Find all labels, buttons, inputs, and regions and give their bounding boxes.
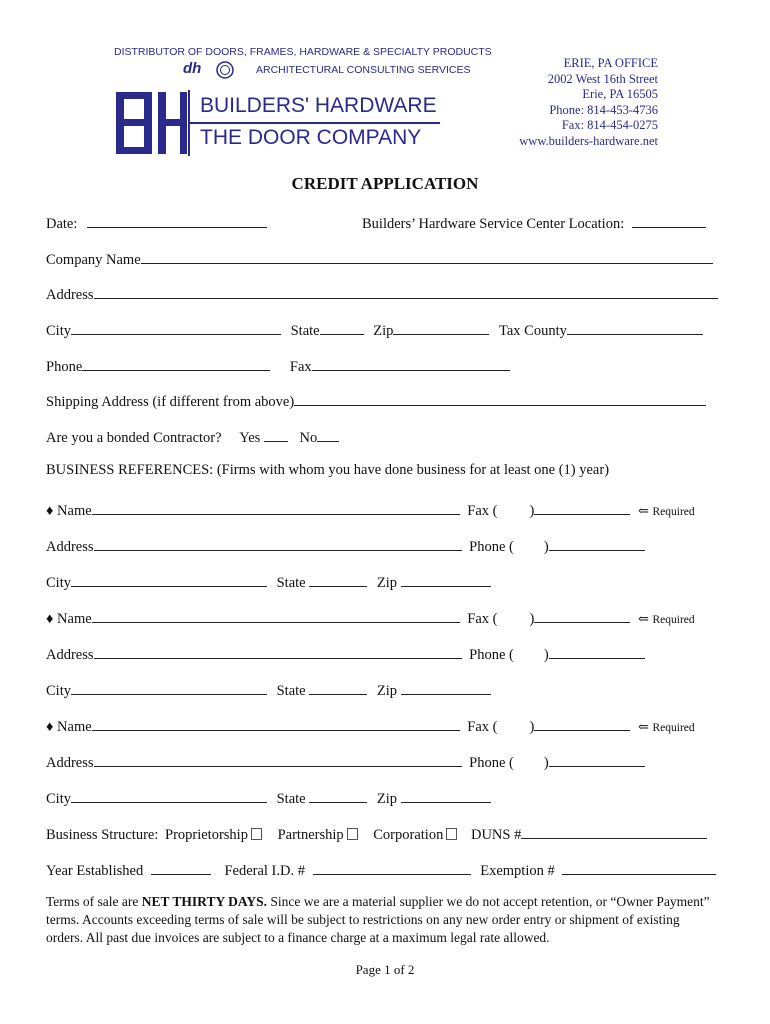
tax-county-field[interactable] <box>567 320 703 335</box>
reference-2-name-field[interactable] <box>92 608 460 623</box>
office-phone: Phone: 814-453-4736 <box>549 102 658 117</box>
required-note: Required <box>652 722 695 734</box>
reference-city-label: City <box>46 791 71 807</box>
office-address-block <box>519 56 658 149</box>
reference-fax-paren: ) <box>529 719 535 735</box>
reference-2-address-field[interactable] <box>94 644 462 659</box>
address-label: Address <box>46 287 94 303</box>
tagline-mid: ARCHITECTURAL CONSULTING SERVICES <box>256 64 471 76</box>
office-city: Erie, PA 16505 <box>582 87 658 101</box>
reference-phone-paren: ) <box>543 647 549 663</box>
page-title: CREDIT APPLICATION <box>291 174 479 193</box>
left-arrow-icon: ⇐ <box>637 719 649 734</box>
city-field[interactable] <box>71 320 281 335</box>
partnership-checkbox[interactable] <box>347 828 358 840</box>
terms-text-bold: NET THIRTY DAYS. <box>141 894 267 909</box>
office-title: ERIE, PA OFFICE <box>563 56 658 70</box>
reference-3-name-field[interactable] <box>92 716 460 731</box>
reference-1-fax-field[interactable] <box>534 500 630 515</box>
required-note: Required <box>652 506 695 518</box>
diamond-bullet-icon: ♦ <box>46 719 54 735</box>
partnership-label: Partnership <box>277 827 344 843</box>
service-center-row <box>362 213 706 233</box>
reference-1-name-row <box>46 500 695 520</box>
reference-zip-label: Zip <box>376 575 397 591</box>
logo-line-1: BUILDERS' HARDWARE <box>200 94 437 117</box>
reference-2-fax-field[interactable] <box>534 608 630 623</box>
reference-1-phone-field[interactable] <box>549 536 645 551</box>
references-heading: BUSINESS REFERENCES: (Firms with whom you have done business for at least one (1) year) <box>46 462 610 478</box>
corporation-checkbox[interactable] <box>446 828 457 840</box>
phone-field[interactable] <box>82 356 270 371</box>
diamond-bullet-icon: ♦ <box>46 611 54 627</box>
reference-name-label: Name <box>57 611 92 627</box>
bonded-yes-field[interactable] <box>264 427 288 442</box>
terms-text-post: Since we are a material supplier we do not accept retention, or “Owner Payment” terms. Accounts exceeding terms of sale will be subject to restrictions on any new order entry or shipment of existing orders. All past due invoices are subject to a finance charge at a maximum legal rate allowed. <box>46 894 710 945</box>
reference-phone-label: Phone ( <box>469 539 514 555</box>
reference-1-address-row <box>46 536 645 556</box>
reference-2-city-field[interactable] <box>71 680 267 695</box>
exemption-label: Exemption # <box>480 863 555 879</box>
dh-logo-icon <box>183 60 209 78</box>
address-row <box>46 284 718 304</box>
terms-paragraph <box>46 893 718 947</box>
year-established-field[interactable] <box>151 860 211 875</box>
reference-1-city-row <box>46 572 491 592</box>
reference-fax-label: Fax ( <box>467 719 498 735</box>
reference-1-state-field[interactable] <box>309 572 367 587</box>
reference-3-city-field[interactable] <box>71 788 267 803</box>
bonded-no-field[interactable] <box>317 427 339 442</box>
duns-field[interactable] <box>521 824 707 839</box>
state-label: State <box>290 323 320 339</box>
year-established-label: Year Established <box>46 863 144 879</box>
date-row <box>46 213 267 233</box>
reference-zip-label: Zip <box>376 683 397 699</box>
federal-id-label: Federal I.D. # <box>224 863 305 879</box>
reference-3-name-row <box>46 716 695 736</box>
reference-name-label: Name <box>57 719 92 735</box>
tax-county-label: Tax County <box>499 323 567 339</box>
reference-1-city-field[interactable] <box>71 572 267 587</box>
reference-2-name-row <box>46 608 695 628</box>
diamond-bullet-icon: ♦ <box>46 503 54 519</box>
date-field[interactable] <box>87 213 267 228</box>
service-center-field[interactable] <box>632 213 706 228</box>
shipping-field[interactable] <box>294 391 706 406</box>
proprietorship-label: Proprietorship <box>165 827 248 843</box>
bonded-row <box>46 427 339 447</box>
reference-3-zip-field[interactable] <box>401 788 491 803</box>
office-street: 2002 West 16th Street <box>547 71 658 86</box>
office-website[interactable]: www.builders-hardware.net <box>519 133 658 148</box>
company-name-field[interactable] <box>141 249 713 264</box>
reference-2-city-row <box>46 680 491 700</box>
reference-phone-paren: ) <box>543 755 549 771</box>
state-field[interactable] <box>320 320 364 335</box>
reference-fax-paren: ) <box>529 611 535 627</box>
page-number: Page 1 of 2 <box>355 962 415 977</box>
left-arrow-icon: ⇐ <box>637 611 649 626</box>
reference-zip-label: Zip <box>376 791 397 807</box>
fax-label: Fax <box>289 359 312 375</box>
federal-id-field[interactable] <box>313 860 471 875</box>
reference-3-fax-field[interactable] <box>534 716 630 731</box>
service-center-label: Builders’ Hardware Service Center Location: <box>362 216 625 232</box>
zip-field[interactable] <box>393 320 489 335</box>
zip-label: Zip <box>373 323 394 339</box>
proprietorship-checkbox[interactable] <box>251 828 262 840</box>
reference-phone-label: Phone ( <box>469 755 514 771</box>
yes-label: Yes <box>239 430 261 446</box>
left-arrow-icon: ⇐ <box>637 503 649 518</box>
reference-1-zip-field[interactable] <box>401 572 491 587</box>
address-field[interactable] <box>94 284 718 299</box>
reference-2-phone-field[interactable] <box>549 644 645 659</box>
terms-text-pre: Terms of sale are <box>46 894 142 909</box>
reference-3-address-row <box>46 752 645 772</box>
logo-divider-horizontal <box>190 122 440 124</box>
phone-label: Phone <box>46 359 83 375</box>
bonded-label: Are you a bonded Contractor? <box>46 430 222 446</box>
reference-fax-paren: ) <box>529 503 535 519</box>
reference-name-label: Name <box>57 503 92 519</box>
company-name-label: Company Name <box>46 252 141 268</box>
shipping-label: Shipping Address (if different from above) <box>46 394 295 410</box>
reference-address-label: Address <box>46 647 94 663</box>
reference-2-state-field[interactable] <box>309 680 367 695</box>
year-row <box>46 860 716 880</box>
duns-label: DUNS # <box>470 827 522 843</box>
date-label: Date: <box>46 216 78 232</box>
corporation-label: Corporation <box>373 827 444 843</box>
business-structure-label: Business Structure: <box>46 827 159 843</box>
logo-line-2: THE DOOR COMPANY <box>200 126 422 149</box>
reference-2-zip-field[interactable] <box>401 680 491 695</box>
reference-1-name-field[interactable] <box>92 500 460 515</box>
reference-city-label: City <box>46 575 71 591</box>
reference-3-city-row <box>46 788 491 808</box>
seal-icon <box>216 61 234 84</box>
dh-logo-text: dh <box>183 60 202 77</box>
reference-phone-label: Phone ( <box>469 647 514 663</box>
city-row <box>46 320 703 340</box>
phone-row <box>46 356 510 376</box>
reference-3-state-field[interactable] <box>309 788 367 803</box>
tagline-top: DISTRIBUTOR OF DOORS, FRAMES, HARDWARE & SPECIALTY PRODUCTS <box>114 46 492 58</box>
bh-monogram-logo <box>114 90 188 163</box>
required-note: Required <box>652 614 695 626</box>
company-name-row <box>46 249 713 269</box>
reference-state-label: State <box>276 791 306 807</box>
business-structure-row <box>46 824 707 844</box>
no-label: No <box>299 430 318 446</box>
reference-3-address-field[interactable] <box>94 752 462 767</box>
reference-1-address-field[interactable] <box>94 536 462 551</box>
reference-address-label: Address <box>46 755 94 771</box>
exemption-field[interactable] <box>562 860 716 875</box>
reference-3-phone-field[interactable] <box>549 752 645 767</box>
reference-2-address-row <box>46 644 645 664</box>
reference-state-label: State <box>276 683 306 699</box>
reference-phone-paren: ) <box>543 539 549 555</box>
reference-address-label: Address <box>46 539 94 555</box>
reference-state-label: State <box>276 575 306 591</box>
shipping-row <box>46 391 706 411</box>
city-label: City <box>46 323 71 339</box>
reference-fax-label: Fax ( <box>467 611 498 627</box>
office-fax: Fax: 814-454-0275 <box>561 118 658 132</box>
fax-field[interactable] <box>312 356 510 371</box>
reference-fax-label: Fax ( <box>467 503 498 519</box>
reference-city-label: City <box>46 683 71 699</box>
